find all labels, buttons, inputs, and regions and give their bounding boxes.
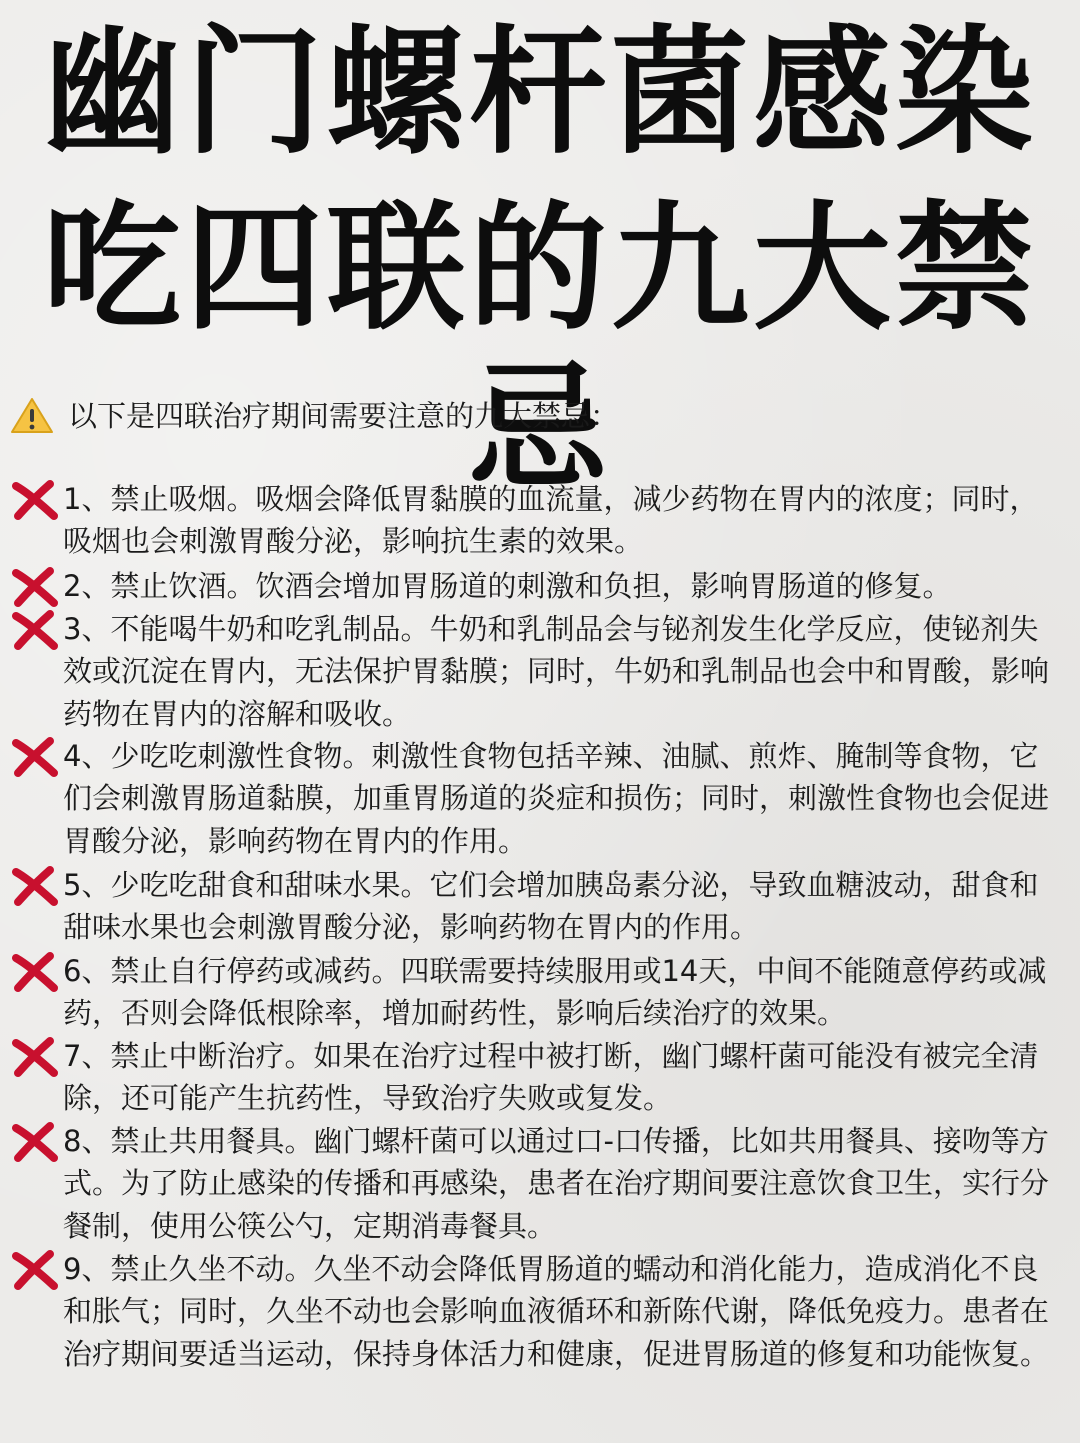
list-item [10, 950, 1050, 1035]
list-item [10, 478, 1050, 563]
list-item-text: 3、不能喝牛奶和吃乳制品。牛奶和乳制品会与铋剂发生化学反应，使铋剂失效或沉淀在胃内，无法保护胃黏膜；同时，牛奶和乳制品也会中和胃酸，影响药物在胃内的溶解和吸收。 [63, 612, 1050, 731]
list-item-text: 2、禁止饮酒。饮酒会增加胃肠道的刺激和负担，影响胃肠道的修复。 [63, 569, 952, 603]
page-title-line-1: 幽门螺杆菌感染 [42, 10, 1037, 173]
intro-text: 以下是四联治疗期间需要注意的九大禁忌： [68, 399, 620, 433]
list-item [10, 1035, 1050, 1120]
cross-mark-icon [10, 1122, 60, 1162]
cross-mark-icon [10, 567, 60, 607]
cross-mark-icon [10, 952, 60, 992]
list-item-text: 7、禁止中断治疗。如果在治疗过程中被打断，幽门螺杆菌可能没有被完全清除，还可能产生抗药性，导致治疗失败或复发。 [63, 1039, 1039, 1116]
list-item [10, 1120, 1050, 1247]
list-item [10, 565, 1050, 607]
cross-mark-icon [10, 1250, 60, 1290]
cross-mark-icon [10, 1037, 60, 1077]
list-item-text: 6、禁止自行停药或减药。四联需要持续服用或14天，中间不能随意停药或减药，否则会降低根除率，增加耐药性，影响后续治疗的效果。 [63, 954, 1047, 1031]
list-item [10, 1248, 1050, 1375]
list-item [10, 608, 1050, 735]
intro [10, 396, 619, 436]
cross-mark-icon [10, 480, 60, 520]
list-item-text: 4、少吃吃刺激性食物。刺激性食物包括辛辣、油腻、煎炸、腌制等食物，它们会刺激胃肠道黏膜，加重胃肠道的炎症和损伤；同时，刺激性食物也会促进胃酸分泌，影响药物在胃内的作用。 [63, 739, 1050, 858]
list-item-text: 9、禁止久坐不动。久坐不动会降低胃肠道的蠕动和消化能力，造成消化不良和胀气；同时，久坐不动也会影响血液循环和新陈代谢，降低免疫力。患者在治疗期间要适当运动，保持身体活力和健康，促进胃肠道的修复和功能恢复。 [63, 1252, 1050, 1371]
list-item [10, 735, 1050, 862]
page-title-line-2: 吃四联的九大禁忌 [42, 186, 1037, 509]
list-item-text: 8、禁止共用餐具。幽门螺杆菌可以通过口-口传播，比如共用餐具、接吻等方式。为了防止感染的传播和再感染，患者在治疗期间要注意饮食卫生，实行分餐制，使用公筷公勺，定期消毒餐具。 [63, 1124, 1050, 1243]
warning-icon [10, 397, 54, 435]
list-item-text: 5、少吃吃甜食和甜味水果。它们会增加胰岛素分泌，导致血糖波动，甜食和甜味水果也会刺激胃酸分泌，影响药物在胃内的作用。 [63, 868, 1039, 945]
list-item-text: 1、禁止吸烟。吸烟会降低胃黏膜的血流量，减少药物在胃内的浓度；同时，吸烟也会刺激胃酸分泌，影响抗生素的效果。 [63, 482, 1039, 559]
cross-mark-icon [10, 737, 60, 777]
cross-mark-icon [10, 610, 60, 650]
list-item [10, 864, 1050, 949]
cross-mark-icon [10, 866, 60, 906]
